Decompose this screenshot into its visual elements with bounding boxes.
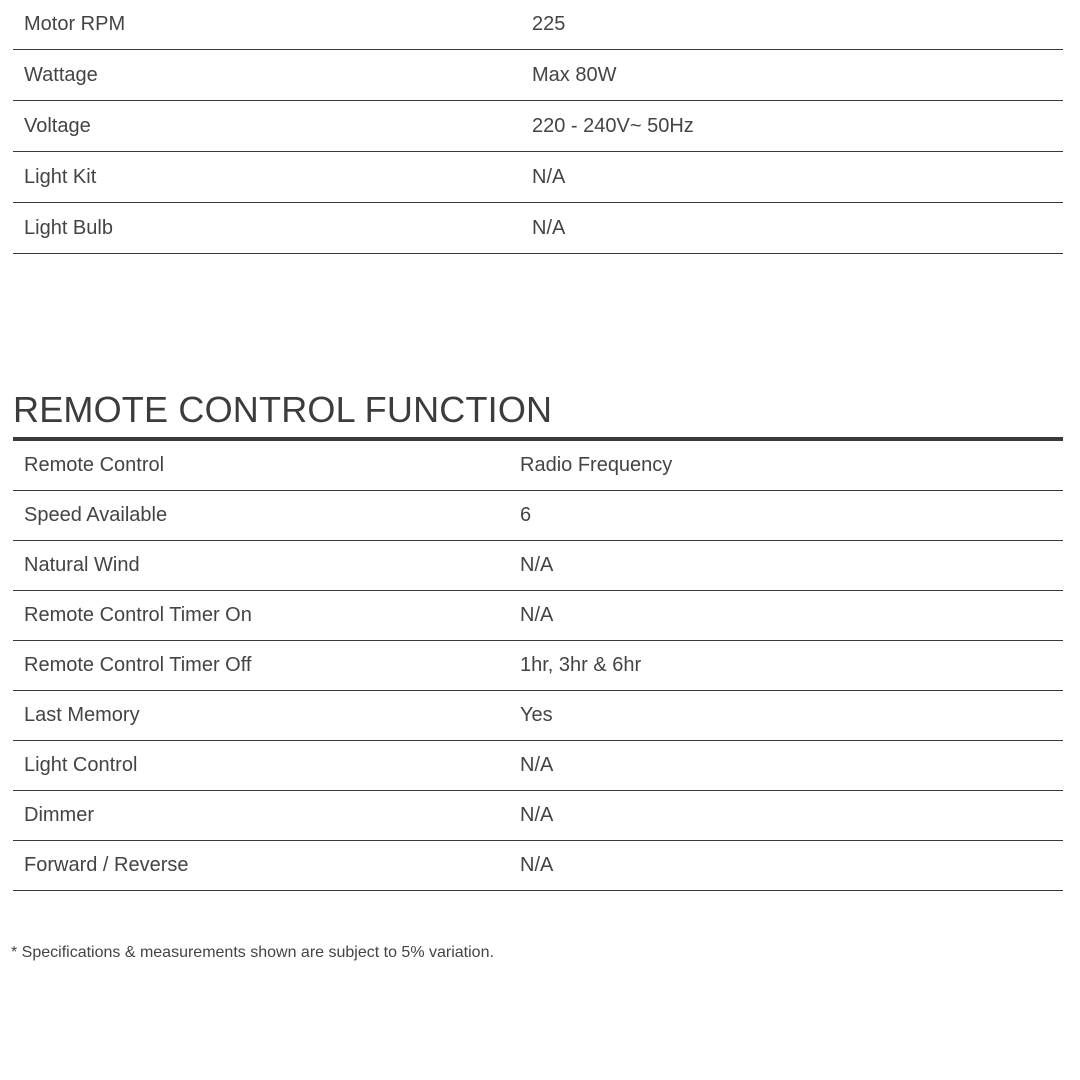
spec-row-natural-wind — [13, 541, 1063, 591]
spec-value: N/A — [520, 804, 554, 826]
spec-label: Motor RPM — [24, 13, 126, 35]
spec-row-motor-rpm — [13, 0, 1063, 50]
section-title: REMOTE CONTROL FUNCTION — [13, 389, 553, 430]
spec-label: Remote Control Timer On — [24, 604, 252, 626]
spec-label: Light Bulb — [24, 216, 113, 239]
spec-row-light-control — [13, 741, 1063, 791]
spec-value: N/A — [520, 754, 554, 776]
spec-value: 225 — [532, 13, 566, 35]
spec-row-remote-control — [13, 441, 1063, 491]
specification-footnote: * Specifications & measurements shown are subject to 5% variation. — [11, 944, 494, 961]
spec-label: Forward / Reverse — [24, 854, 189, 876]
spec-label: Natural Wind — [24, 554, 140, 576]
spec-row-light-kit — [13, 152, 1063, 203]
spec-row-speed-available — [13, 491, 1063, 541]
spec-value: N/A — [520, 554, 554, 576]
spec-value: 1hr, 3hr & 6hr — [520, 654, 642, 676]
spec-value: N/A — [532, 165, 566, 188]
spec-label: Wattage — [24, 63, 98, 86]
spec-row-timer-off — [13, 641, 1063, 691]
spec-label: Remote Control — [24, 454, 165, 476]
spec-row-last-memory — [13, 691, 1063, 741]
spec-label: Last Memory — [24, 704, 140, 726]
spec-row-light-bulb — [13, 203, 1063, 254]
spec-value: N/A — [520, 854, 554, 876]
spec-label: Voltage — [24, 114, 91, 137]
spec-label: Speed Available — [24, 504, 168, 526]
spec-row-wattage — [13, 50, 1063, 101]
spec-value: 6 — [520, 504, 532, 526]
spec-label: Dimmer — [24, 804, 94, 826]
spec-label: Light Kit — [24, 165, 97, 188]
spec-value: 220 - 240V~ 50Hz — [532, 114, 694, 137]
spec-label: Remote Control Timer Off — [24, 654, 252, 676]
spec-value: N/A — [532, 216, 566, 239]
spec-row-voltage — [13, 101, 1063, 152]
remote-control-specs-table — [13, 441, 1063, 891]
spec-row-forward-reverse — [13, 841, 1063, 891]
spec-row-dimmer — [13, 791, 1063, 841]
spec-label: Light Control — [24, 754, 138, 776]
spec-value: Yes — [520, 704, 553, 726]
general-specs-table — [13, 0, 1063, 254]
spec-value: Max 80W — [532, 63, 617, 86]
spec-row-timer-on — [13, 591, 1063, 641]
spec-value: N/A — [520, 604, 554, 626]
spec-value: Radio Frequency — [520, 454, 673, 476]
